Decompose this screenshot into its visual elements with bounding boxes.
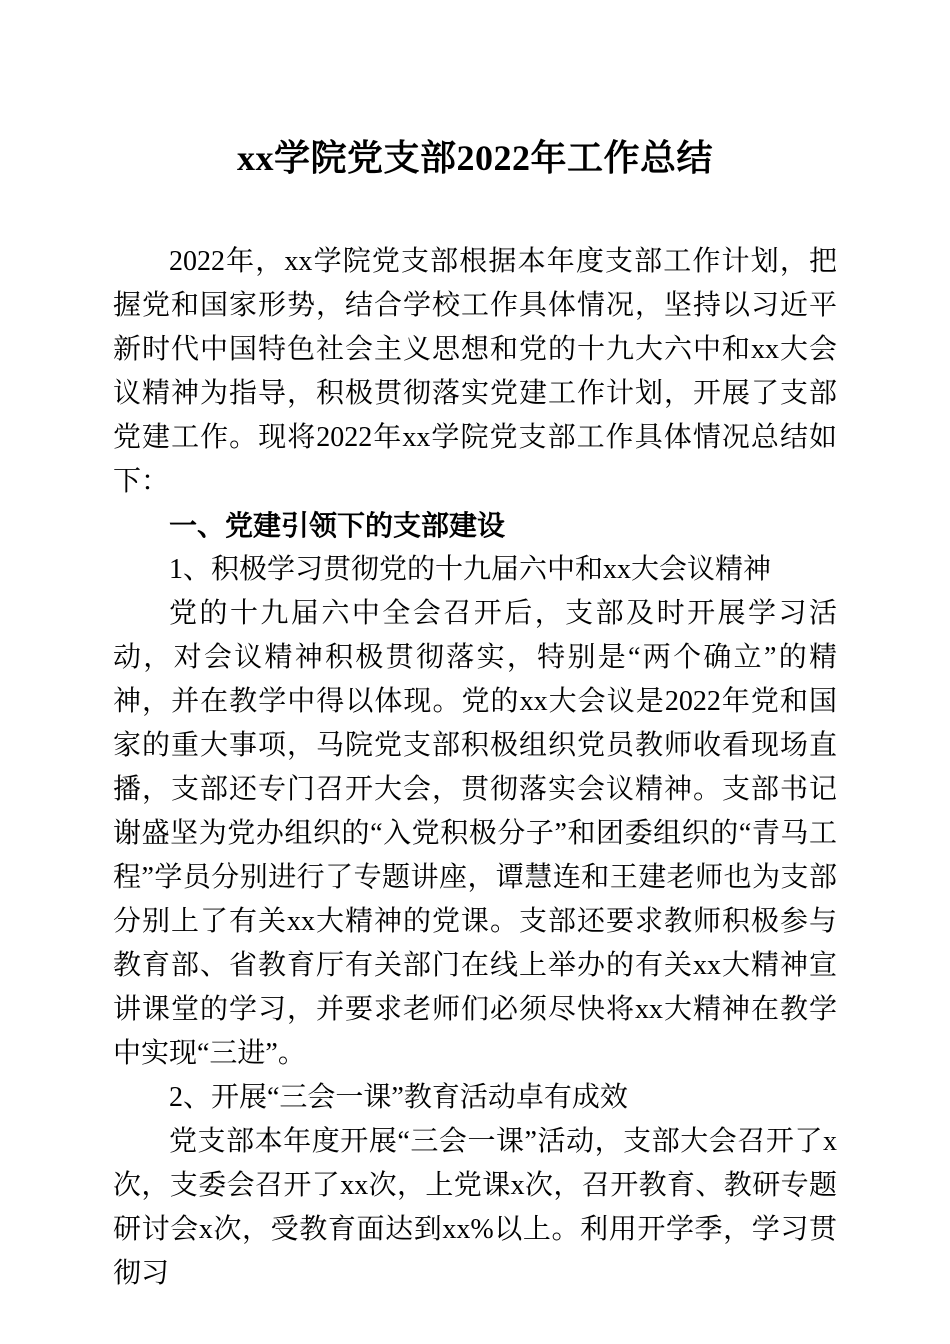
subsection-heading-2: 2、开展“三会一课”教育活动卓有成效 xyxy=(169,1082,628,1113)
subsection-heading-1: 1、积极学习贯彻党的十九届六中和xx大会议精神 xyxy=(169,554,772,585)
paragraph-subsection-1: 党的十九届六中全会召开后，支部及时开展学习活动，对会议精神积极贯彻落实，特别是“两个确立”的精神，并在教学中得以体现。党的xx大会议是2022年党和国家的重大事项，马院党支部积极组织党员教师收看现场直播，支部还专门召开大会，贯彻落实会议精神。支部书记谢盛坚为党办组织的“入党积极分子”和团委组织的“青马工程”学员分别进行了专题讲座，谭慧连和王建老师也为支部分别上了有关xx大精神的党课。支部还要求教师积极参与教育部、省教育厅有关部门在线上举办的有关xx大精神宣讲课堂的学习，并要求老师们必须尽快将xx大精神在教学中实现“三进”。 xyxy=(113,598,837,1069)
document-title: xx学院党支部2022年工作总结 xyxy=(236,138,713,178)
paragraph-subsection-2: 党支部本年度开展“三会一课”活动，支部大会召开了x次，支委会召开了xx次，上党课x次，召开教育、教研专题研讨会x次，受教育面达到xx%以上。利用开学季，学习贯彻习 xyxy=(113,1126,837,1289)
section-heading-1: 一、党建引领下的支部建设 xyxy=(169,510,506,541)
paragraph-intro: 2022年，xx学院党支部根据本年度支部工作计划，把握党和国家形势，结合学校工作具体情况，坚持以习近平新时代中国特色社会主义思想和党的十九大六中和xx大会议精神为指导，积极贯彻落实党建工作计划，开展了支部党建工作。现将2022年xx学院党支部工作具体情况总结如下： xyxy=(113,246,837,497)
